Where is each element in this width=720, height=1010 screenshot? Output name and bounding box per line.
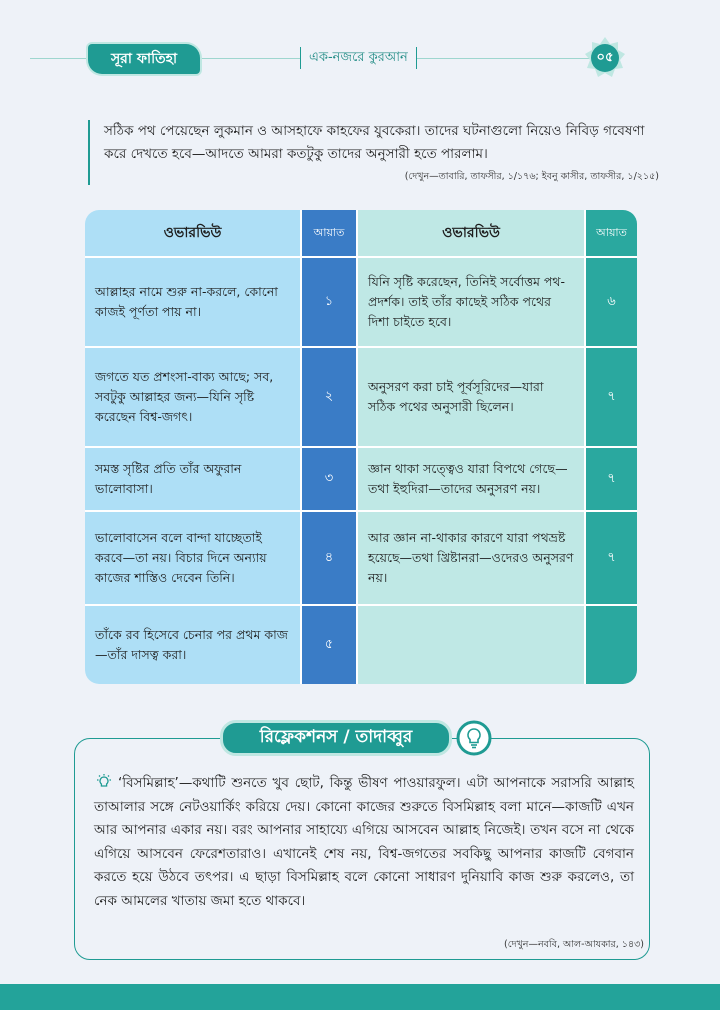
table-row-right-overview: অনুসরণ করা চাই পূর্বসূরিদের—যারা সঠিক পথের অনুসারী ছিলেন। bbox=[358, 348, 584, 446]
idea-bulb-icon bbox=[94, 774, 114, 790]
sura-label: সূরা ফাতিহা bbox=[88, 44, 200, 74]
table-row-right-ayat: ৭ bbox=[586, 448, 637, 510]
lightbulb-icon bbox=[456, 720, 492, 756]
table-row-left-ayat: ৩ bbox=[302, 448, 356, 510]
table-row-right-ayat: ৭ bbox=[586, 512, 637, 604]
table-row-right-overview bbox=[358, 606, 584, 684]
table-row-right-overview: জ্ঞান থাকা সত্ত্বেও যারা বিপথে গেছে—তথা ইহুদিরা—তাদের অনুসরণ নয়। bbox=[358, 448, 584, 510]
reflection-paragraph bbox=[94, 772, 634, 913]
table-row-left-ayat: ২ bbox=[302, 348, 356, 446]
table-row-left-ayat: ৪ bbox=[302, 512, 356, 604]
table-row-left-overview: ভালোবাসেন বলে বান্দা যাচ্ছেতাই করবে—তা নয়। বিচার দিনে অন্যায় কাজের শাস্তিও দেবেন তিনি। bbox=[85, 512, 300, 604]
table-row-left-ayat: ১ bbox=[302, 258, 356, 346]
reflection-reference: (দেখুন—নববি, আল-আযকার, ১৪৩) bbox=[504, 939, 644, 950]
intro-quote bbox=[88, 120, 659, 185]
table-row-right-overview: যিনি সৃষ্টি করেছেন, তিনিই সর্বোত্তম পথ-প্রদর্শক। তাই তাঁর কাছেই সঠিক পথের দিশা চাইতে হবে। bbox=[358, 258, 584, 346]
left-ayat-header: আয়াত bbox=[302, 210, 356, 256]
right-ayat-header: আয়াত bbox=[586, 210, 637, 256]
book-title: এক-নজরে কুরআন bbox=[300, 47, 417, 69]
table-row-right-ayat: ৭ bbox=[586, 348, 637, 446]
table-row-right-ayat bbox=[586, 606, 637, 684]
reflection-title: রিফ্লেকশনস / তাদাব্বুর bbox=[220, 720, 452, 756]
footer-bar bbox=[0, 984, 720, 1010]
table-row-left-overview: তাঁকে রব হিসেবে চেনার পর প্রথম কাজ—তাঁর দাসত্ব করা। bbox=[85, 606, 300, 684]
left-overview-header: ওভারভিউ bbox=[85, 210, 300, 256]
reflection-text: ‘বিসমিল্লাহ’—কথাটি শুনতে খুব ছোট, কিন্তু ভীষণ পাওয়ারফুল। এটা আপনাকে সরাসরি আল্লাহ তাআলার সঙ্গে নেটওয়ার্কিং করিয়ে দেয়। কোনো কাজের শুরুতে বিসমিল্লাহ বলা মানে—কাজটি এখন আর আপনার একার নয়। বরং আপনার সাহায্যে এগিয়ে আসবেন আল্লাহ নিজেই। তখন বসে না থেকে এগিয়ে আসবেন ফেরেশতারাও। এখানেই শেষ নয়, বিশ্ব-জগতের সবকিছু আপনার কাজটি বেগবান করতে হয়ে উঠবে তৎপর। এ ছাড়া বিসমিল্লাহ বলে কোনো সাধারণ দুনিয়াবি কাজ শুরু করলেও, তা নেক আমলের খাতায় জমা হতে থাকবে। bbox=[94, 775, 634, 909]
table-row-left-overview: আল্লাহর নামে শুরু না-করলে, কোনো কাজই পূর্ণতা পায় না। bbox=[85, 258, 300, 346]
page-number: ০৫ bbox=[596, 49, 614, 65]
right-overview-header: ওভারভিউ bbox=[358, 210, 584, 256]
table-row-right-overview: আর জ্ঞান না-থাকার কারণে যারা পথভ্রষ্ট হয়েছে—তথা খ্রিষ্টানরা—ওদেরও অনুসরণ নয়। bbox=[358, 512, 584, 604]
intro-text: সঠিক পথ পেয়েছেন লুকমান ও আসহাফে কাহফের যুবকেরা। তাদের ঘটনাগুলো নিয়েও নিবিড় গবেষণা করে দেখতে হবে—আদতে আমরা কতটুকু তাদের অনুসারী হতে পারলাম। bbox=[104, 123, 645, 162]
table-row-right-ayat: ৬ bbox=[586, 258, 637, 346]
overview-table bbox=[85, 210, 637, 684]
table-row-left-ayat: ৫ bbox=[302, 606, 356, 684]
intro-reference: (দেখুন—তাবারি, তাফসীর, ১/১৭৬; ইবনু কাসীর, তাফসীর, ১/২১৫) bbox=[404, 171, 659, 182]
table-row-left-overview: সমস্ত সৃষ্টির প্রতি তাঁর অফুরান ভালোবাসা। bbox=[85, 448, 300, 510]
table-row-left-overview: জগতে যত প্রশংসা-বাক্য আছে; সব, সবটুকু আল্লাহর জন্য—যিনি সৃষ্টি করেছেন বিশ্ব-জগৎ। bbox=[85, 348, 300, 446]
